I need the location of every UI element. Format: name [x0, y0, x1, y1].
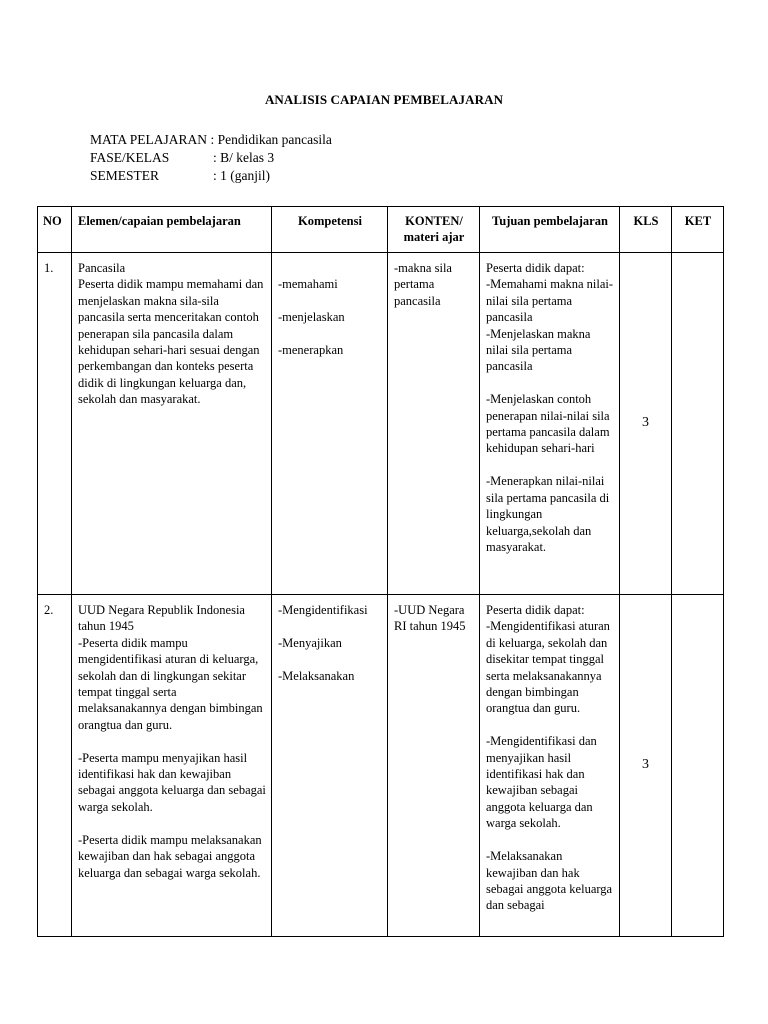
cell-kompetensi: -Mengidentifikasi -Menyajikan -Melaksanakan	[272, 595, 388, 937]
cell-no: 1.	[38, 253, 72, 595]
cell-kls: 3	[620, 595, 672, 937]
meta-row-mata-pelajaran	[90, 131, 332, 149]
meta-key: SEMESTER	[90, 168, 160, 183]
cell-konten: -makna sila pertama pancasila	[388, 253, 480, 595]
cell-kls: 3	[620, 253, 672, 595]
header-tujuan: Tujuan pembelajaran	[480, 207, 620, 253]
cell-tujuan: Peserta didik dapat: -Mengidentifikasi aturan di keluarga, sekolah dan disekitar tempat tinggal serta melaksanakannya dengan bimbingan orangtua dan guru. -Mengidentifikasi dan menyajikan hasil identifikasi hak dan kewajiban sebagai anggota keluarga dan warga sekolah. -Melaksanakan kewajiban dan hak sebagai anggota keluarga dan sebagai	[486, 603, 613, 913]
cell-ket	[672, 253, 724, 595]
cell-elemen: UUD Negara Republik Indonesia tahun 1945 -Peserta didik mampu mengidentifikasi aturan di keluarga, sekolah dan di lingkungan sekitar tempat tinggal serta melaksanakannya dengan bimbingan orangtua dan guru. -Peserta mampu menyajikan hasil identifikasi hak dan kewajiban sebagai anggota keluarga dan sebagai warga sekolah. -Peserta didik mampu melaksanakan kewajiban dan hak sebagai anggota keluarga dan sebagai warga sekolah.	[78, 603, 266, 880]
meta-value: : 1 (ganjil)	[213, 168, 270, 183]
meta-value: : Pendidikan pancasila	[210, 132, 332, 147]
header-konten: KONTEN/ materi ajar	[388, 207, 480, 253]
header-kls: KLS	[620, 207, 672, 253]
capaian-table	[37, 206, 724, 937]
meta-key: FASE/KELAS	[90, 150, 170, 165]
cell-no: 2.	[38, 595, 72, 937]
header-no: NO	[38, 207, 72, 253]
table-header-row	[38, 207, 724, 253]
cell-tujuan: Peserta didik dapat: -Memahami makna nilai-nilai sila pertama pancasila -Menjelaskan makna nilai sila pertama pancasila -Menjelaskan contoh penerapan nilai-nilai sila pertama pancasila dalam kehidupan sehari-hari -Menerapkan nilai-nilai sila pertama pancasila di lingkungan keluarga,sekolah dan masyarakat.	[480, 253, 620, 595]
cell-kompetensi: -memahami -menjelaskan -menerapkan	[272, 253, 388, 595]
cell-ket	[672, 595, 724, 937]
cell-tujuan-wrap	[480, 595, 620, 937]
document-meta	[90, 131, 332, 185]
header-ket: KET	[672, 207, 724, 253]
header-elemen: Elemen/capaian pembelajaran	[72, 207, 272, 253]
meta-row-fase-kelas	[90, 149, 332, 167]
page-title: ANALISIS CAPAIAN PEMBELAJARAN	[264, 92, 504, 107]
meta-row-semester	[90, 167, 332, 185]
meta-key: MATA PELAJARAN	[90, 132, 208, 147]
header-kompetensi: Kompetensi	[272, 207, 388, 253]
table-row	[38, 253, 724, 595]
cell-elemen: Pancasila Peserta didik mampu memahami dan menjelaskan makna sila-sila pancasila serta menceritakan contoh penerapan sila pancasila dalam kehidupan sehari-hari sesuai dengan perkembangan dan konteks peserta didik di lingkungan keluarga dan, sekolah dan masyarakat.	[72, 253, 272, 595]
table-row	[38, 595, 724, 937]
meta-value: : B/ kelas 3	[213, 150, 275, 165]
cell-konten: -UUD Negara RI tahun 1945	[388, 595, 480, 937]
cell-elemen-wrap	[72, 595, 272, 937]
